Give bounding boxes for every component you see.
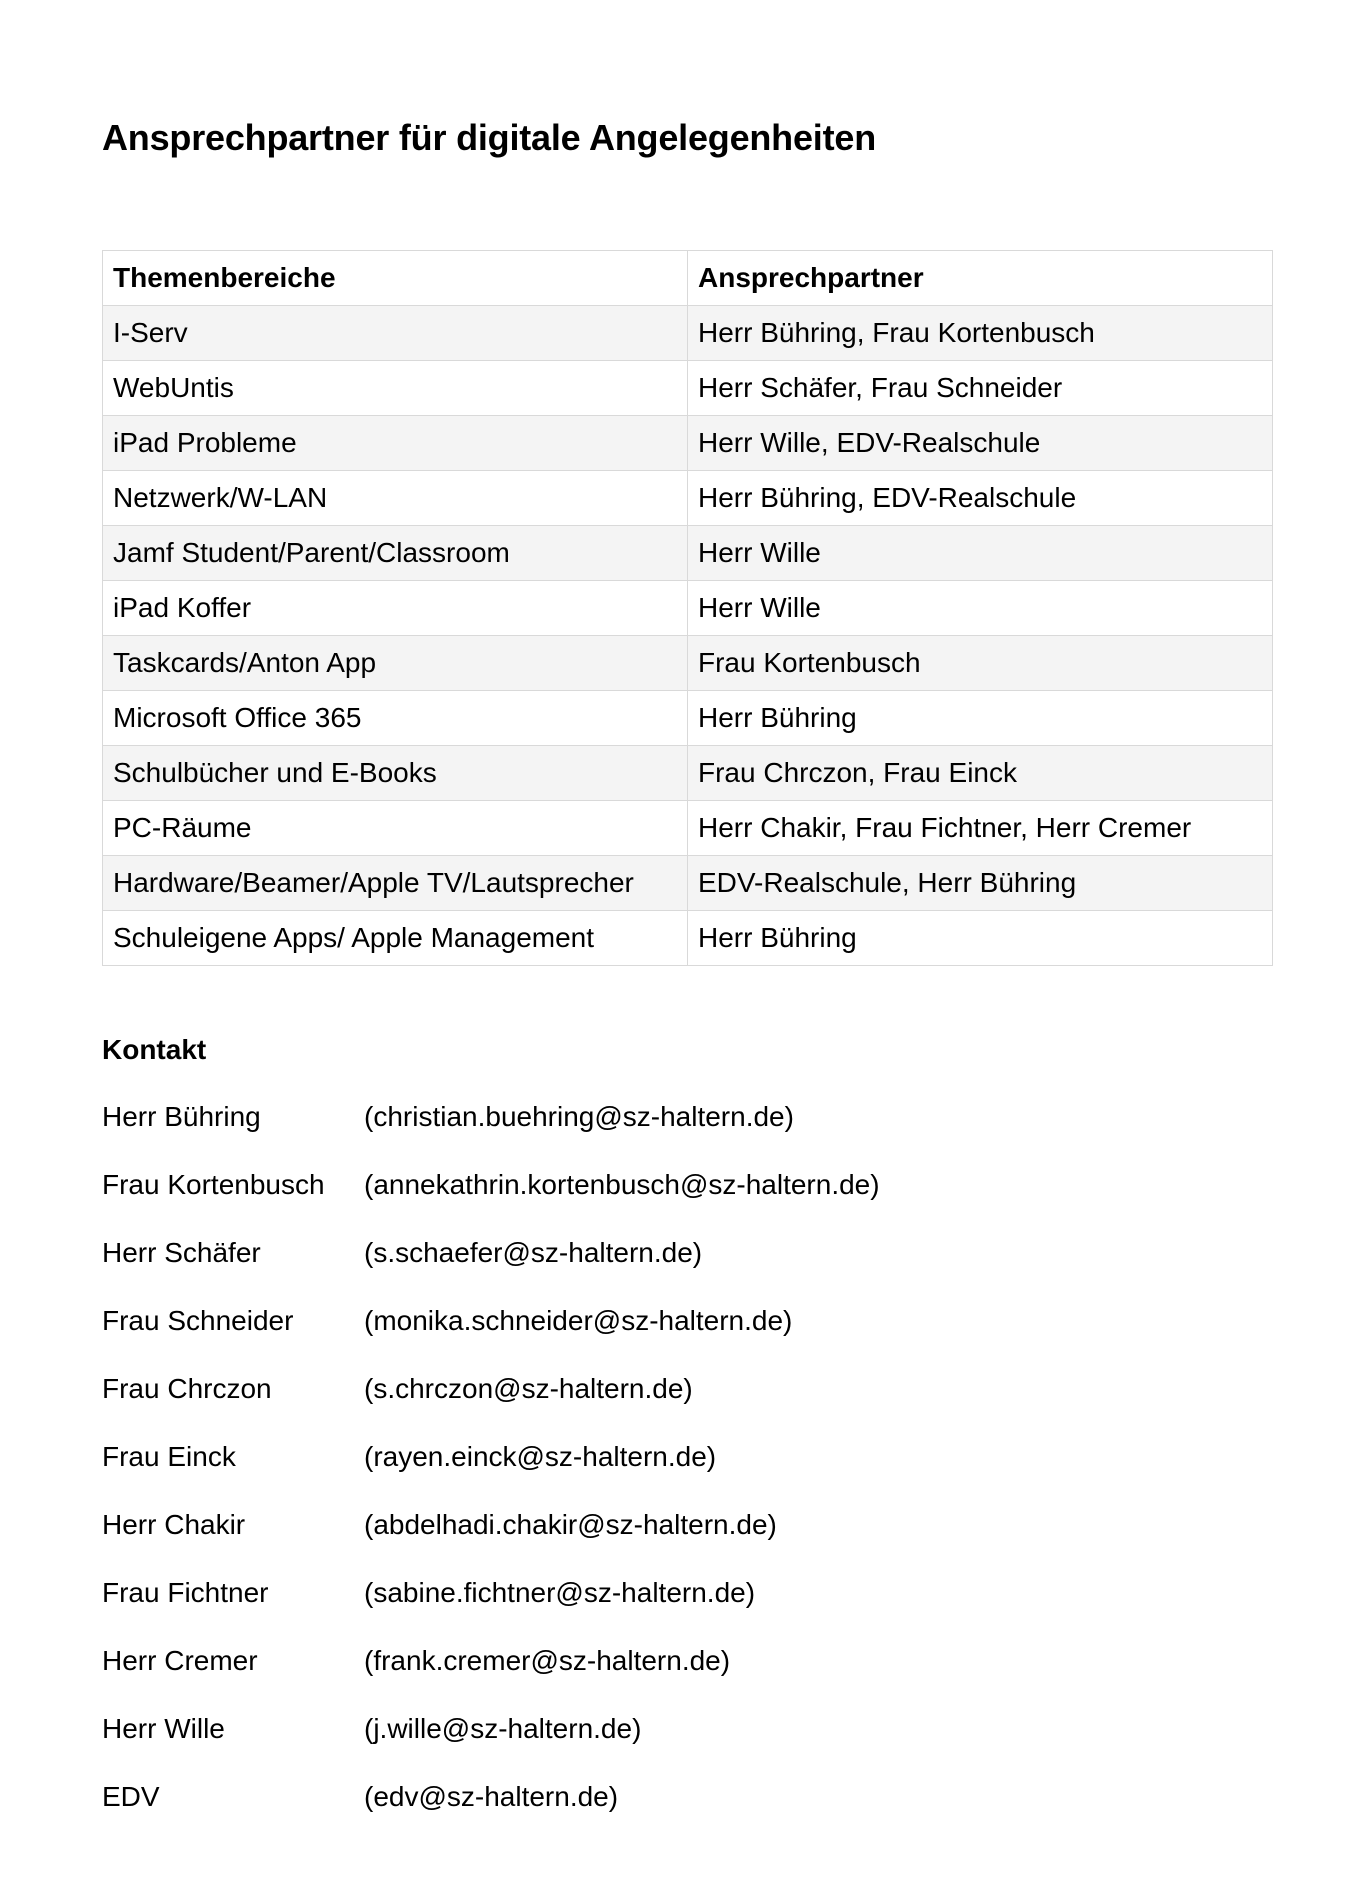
contact-cell: Herr Bühring (688, 911, 1273, 966)
table-row (103, 581, 1273, 636)
column-header-topics: Themenbereiche (103, 251, 688, 306)
topic-cell: iPad Probleme (103, 416, 688, 471)
contact-name: Frau Einck (102, 1441, 236, 1472)
contact-entry (102, 1508, 880, 1576)
contact-entry (102, 1576, 880, 1644)
contact-cell: Herr Bühring (688, 691, 1273, 746)
contact-entry (102, 1168, 880, 1236)
topic-cell: PC-Räume (103, 801, 688, 856)
page-title: Ansprechpartner für digitale Angelegenheiten (102, 117, 876, 158)
contact-cell: Frau Kortenbusch (688, 636, 1273, 691)
table-row (103, 801, 1273, 856)
contact-name: Frau Kortenbusch (102, 1169, 325, 1200)
column-header-contacts: Ansprechpartner (688, 251, 1273, 306)
contact-entry (102, 1100, 880, 1168)
contact-email: (rayen.einck@sz-haltern.de) (364, 1441, 717, 1472)
contact-name: Herr Chakir (102, 1509, 246, 1540)
topics-table (102, 250, 1273, 966)
contact-entry (102, 1236, 880, 1304)
contact-email: (sabine.fichtner@sz-haltern.de) (364, 1577, 756, 1608)
table-body (103, 306, 1273, 966)
topic-cell: Taskcards/Anton App (103, 636, 688, 691)
table-row (103, 691, 1273, 746)
topic-cell: Schuleigene Apps/ Apple Management (103, 911, 688, 966)
topic-cell: I-Serv (103, 306, 688, 361)
contact-email: (annekathrin.kortenbusch@sz-haltern.de) (364, 1169, 880, 1200)
contact-name: EDV (102, 1781, 160, 1812)
contact-cell: Herr Bühring, Frau Kortenbusch (688, 306, 1273, 361)
contact-list (102, 1100, 880, 1848)
contact-entry (102, 1644, 880, 1712)
contact-name: Frau Chrczon (102, 1373, 272, 1404)
topic-cell: Jamf Student/Parent/Classroom (103, 526, 688, 581)
contact-email: (frank.cremer@sz-haltern.de) (364, 1645, 731, 1676)
topic-cell: iPad Koffer (103, 581, 688, 636)
contact-entry (102, 1304, 880, 1372)
topic-cell: Microsoft Office 365 (103, 691, 688, 746)
contact-email: (s.schaefer@sz-haltern.de) (364, 1237, 703, 1268)
contact-cell: Herr Wille (688, 581, 1273, 636)
contact-name: Herr Wille (102, 1713, 225, 1744)
table-row (103, 471, 1273, 526)
contact-entry (102, 1780, 880, 1848)
contact-cell: Herr Chakir, Frau Fichtner, Herr Cremer (688, 801, 1273, 856)
contact-cell: Herr Schäfer, Frau Schneider (688, 361, 1273, 416)
contact-name: Herr Schäfer (102, 1237, 261, 1268)
contact-cell: Herr Wille, EDV-Realschule (688, 416, 1273, 471)
contact-name: Frau Schneider (102, 1305, 294, 1336)
topic-cell: WebUntis (103, 361, 688, 416)
contact-email: (edv@sz-haltern.de) (364, 1781, 619, 1812)
table-row (103, 526, 1273, 581)
contact-name: Frau Fichtner (102, 1577, 269, 1608)
table-row (103, 911, 1273, 966)
table-row (103, 306, 1273, 361)
contact-name: Herr Cremer (102, 1645, 258, 1676)
contact-cell: Herr Bühring, EDV-Realschule (688, 471, 1273, 526)
contact-entry (102, 1440, 880, 1508)
contact-email: (christian.buehring@sz-haltern.de) (364, 1101, 794, 1132)
table-header-row (103, 251, 1273, 306)
topic-cell: Netzwerk/W-LAN (103, 471, 688, 526)
table-row (103, 856, 1273, 911)
contact-entry (102, 1372, 880, 1440)
contact-email: (s.chrczon@sz-haltern.de) (364, 1373, 693, 1404)
topic-cell: Hardware/Beamer/Apple TV/Lautsprecher (103, 856, 688, 911)
contact-name: Herr Bühring (102, 1101, 261, 1132)
contact-email: (j.wille@sz-haltern.de) (364, 1713, 642, 1744)
table-row (103, 636, 1273, 691)
contact-email: (abdelhadi.chakir@sz-haltern.de) (364, 1509, 777, 1540)
topic-cell: Schulbücher und E-Books (103, 746, 688, 801)
table-row (103, 746, 1273, 801)
contact-heading: Kontakt (102, 1034, 207, 1065)
contact-cell: Herr Wille (688, 526, 1273, 581)
contact-cell: EDV-Realschule, Herr Bühring (688, 856, 1273, 911)
table-row (103, 416, 1273, 471)
table-row (103, 361, 1273, 416)
contact-email: (monika.schneider@sz-haltern.de) (364, 1305, 793, 1336)
contact-cell: Frau Chrczon, Frau Einck (688, 746, 1273, 801)
contact-entry (102, 1712, 880, 1780)
